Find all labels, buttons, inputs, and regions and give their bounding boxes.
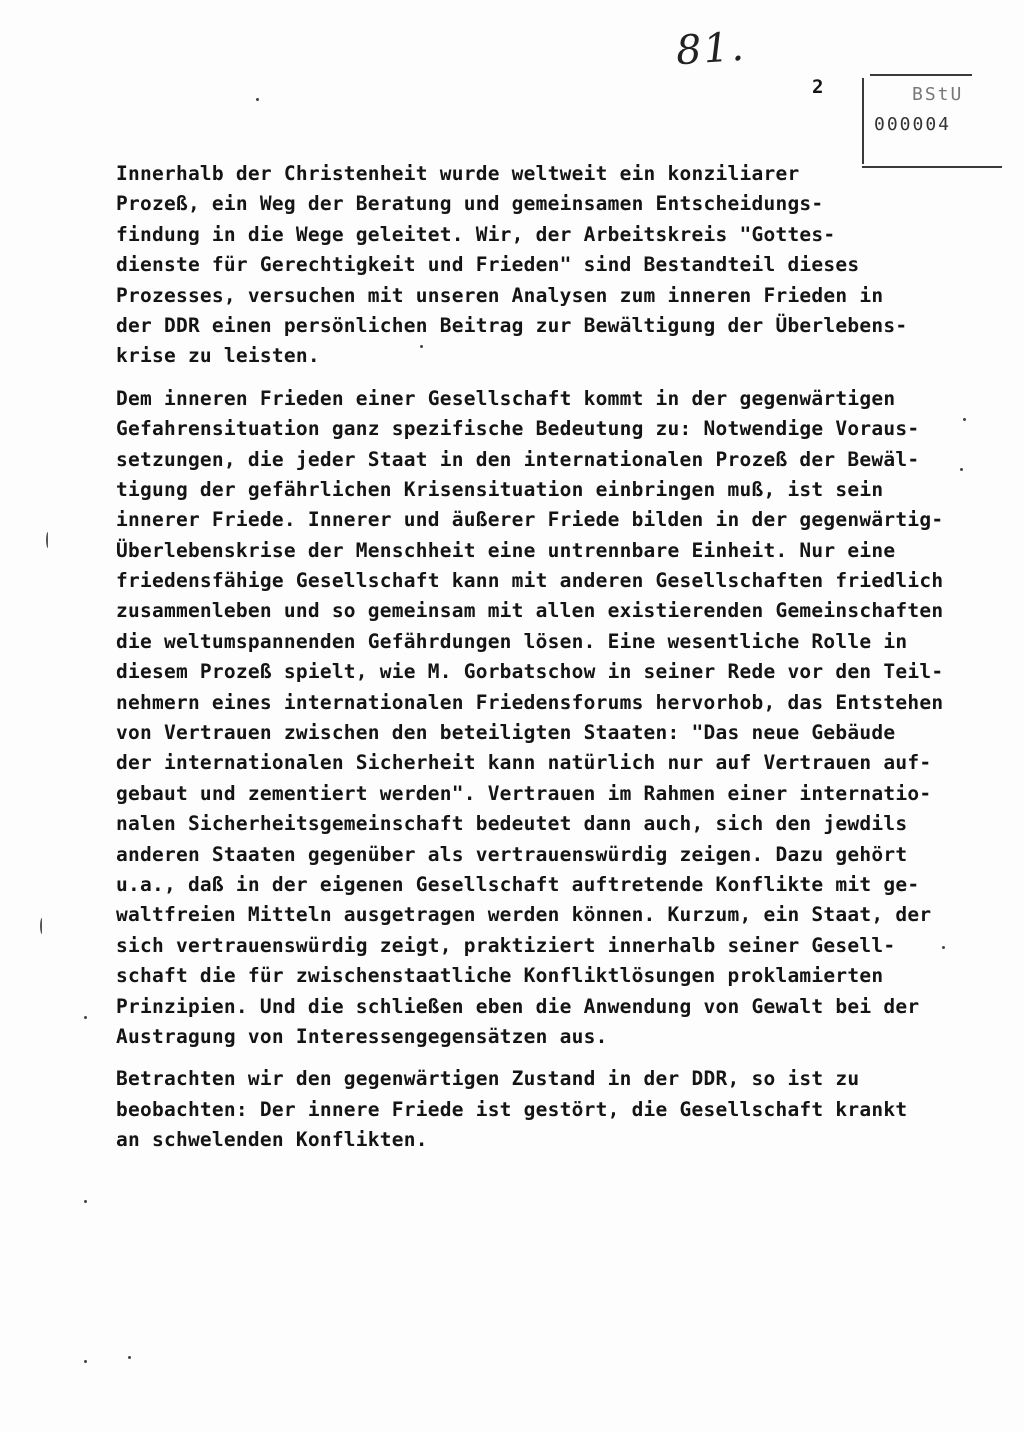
text-line: Betrachten wir den gegenwärtigen Zustand in der DDR, so ist zu <box>116 1067 860 1091</box>
stamp-number: 000004 <box>874 114 952 135</box>
text-line: krise zu leisten. <box>116 344 320 368</box>
text-line: Austragung von Interessengegensätzen aus. <box>116 1024 608 1048</box>
text-line: friedensfähige Gesellschaft kann mit anderen Gesellschaften friedlich <box>116 569 944 593</box>
document-body <box>116 159 986 1156</box>
scan-speck <box>420 345 423 348</box>
text-line: u.a., daß in der eigenen Gesellschaft auftretende Konflikte mit ge- <box>116 872 920 896</box>
text-line: Prozeß, ein Weg der Beratung und gemeinsamen Entscheidungs- <box>116 192 824 216</box>
text-line: zusammenleben und so gemeinsam mit allen existierenden Gemeinschaften <box>116 599 944 623</box>
text-line: die weltumspannenden Gefährdungen lösen. Eine wesentliche Rolle in <box>116 629 908 653</box>
scan-speck <box>256 98 259 101</box>
page-number: 2 <box>812 76 824 98</box>
text-line: von Vertrauen zwischen den beteiligten Staaten: "Das neue Gebäude <box>116 721 896 745</box>
text-line: waltfreien Mitteln ausgetragen werden können. Kurzum, ein Staat, der <box>116 903 932 927</box>
text-line: Prinzipien. Und die schließen eben die Anwendung von Gewalt bei der <box>116 994 920 1018</box>
paragraph-spacer <box>116 372 986 384</box>
margin-mark <box>40 918 44 934</box>
text-line: nalen Sicherheitsgemeinschaft bedeutet dann auch, sich den jewdils <box>116 812 908 836</box>
text-line: diesem Prozeß spielt, wie M. Gorbatschow in seiner Rede vor den Teil- <box>116 660 944 684</box>
stamp-border-top <box>870 74 972 76</box>
paragraph <box>116 1064 986 1155</box>
text-line: nehmern eines internationalen Friedensforums hervorhob, das Entstehen <box>116 690 944 714</box>
handwritten-folio-number: 81. <box>674 23 748 75</box>
text-line: schaft die für zwischenstaatliche Konfliktlösungen proklamierten <box>116 964 884 988</box>
paragraph-spacer <box>116 1052 986 1064</box>
text-line: der DDR einen persönlichen Beitrag zur Bewältigung der Überlebens- <box>116 313 908 337</box>
scan-speck <box>963 418 966 421</box>
scan-speck <box>84 1360 87 1363</box>
text-line: dienste für Gerechtigkeit und Frieden" sind Bestandteil dieses <box>116 253 860 277</box>
text-line: innerer Friede. Innerer und äußerer Friede bilden in der gegenwärtig- <box>116 508 944 532</box>
paragraph <box>116 159 986 372</box>
scan-speck <box>960 468 963 471</box>
text-line: Innerhalb der Christenheit wurde weltweit ein konziliarer <box>116 162 800 185</box>
text-line: beobachten: Der innere Friede ist gestört, die Gesellschaft krankt <box>116 1097 908 1121</box>
paragraph <box>116 384 986 1053</box>
scan-speck <box>128 1356 131 1359</box>
scan-speck <box>84 1200 87 1203</box>
text-line: Dem inneren Frieden einer Gesellschaft kommt in der gegenwärtigen <box>116 386 896 410</box>
scan-speck <box>84 1016 87 1019</box>
scan-speck <box>942 946 945 949</box>
text-line: Überlebenskrise der Menschheit eine untrennbare Einheit. Nur eine <box>116 538 896 562</box>
text-line: setzungen, die jeder Staat in den internationalen Prozeß der Bewäl- <box>116 447 920 471</box>
margin-mark <box>46 532 50 548</box>
text-line: tigung der gefährlichen Krisensituation einbringen muß, ist sein <box>116 477 884 501</box>
text-line: findung in die Wege geleitet. Wir, der Arbeitskreis "Gottes- <box>116 222 836 246</box>
text-line: Prozesses, versuchen mit unseren Analysen zum inneren Frieden in <box>116 283 884 307</box>
text-line: gebaut und zementiert werden". Vertrauen im Rahmen einer internatio- <box>116 781 932 805</box>
text-line: der internationalen Sicherheit kann natürlich nur auf Vertrauen auf- <box>116 751 932 775</box>
text-line: Gefahrensituation ganz spezifische Bedeutung zu: Notwendige Voraus- <box>116 417 920 441</box>
stamp-border-left <box>862 78 864 164</box>
text-line: sich vertrauenswürdig zeigt, praktiziert innerhalb seiner Gesell- <box>116 933 896 957</box>
text-line: an schwelenden Konflikten. <box>116 1128 428 1152</box>
text-line: anderen Staaten gegenüber als vertrauenswürdig zeigen. Dazu gehört <box>116 842 908 866</box>
stamp-label: BStU <box>912 84 964 105</box>
